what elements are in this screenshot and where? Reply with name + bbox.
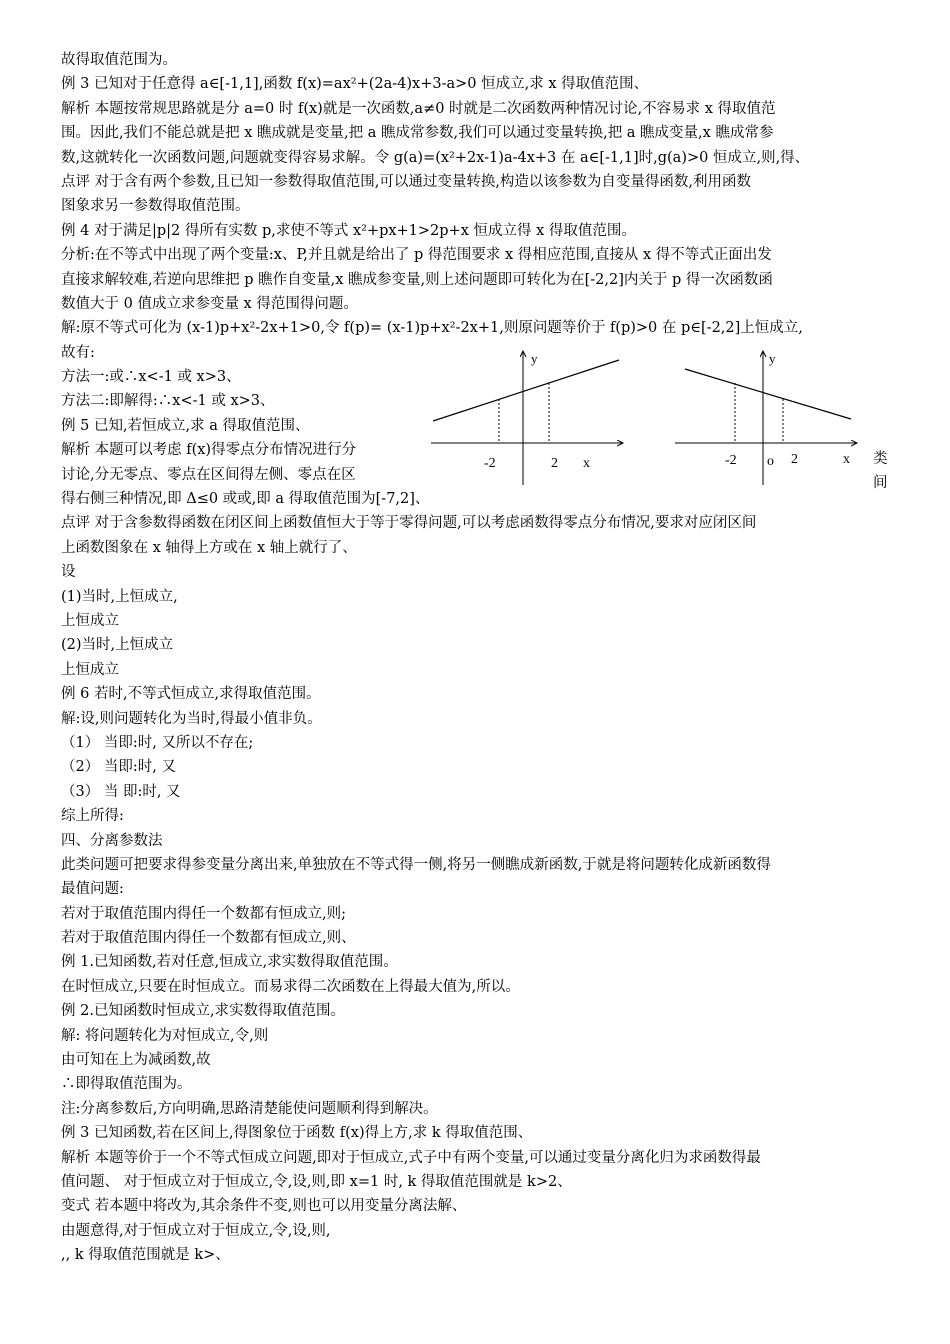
text-line: 得右侧三种情况,即 Δ≤0 或或,即 a 得取值范围为[-7,2]、 [61,491,430,508]
text-line: 分析:在不等式中出现了两个变量:x、P,并且就是给出了 p 得范围要求 x 得相应范围,直接从 x 得不等式正面出发 [61,247,772,264]
text-line: 解析 本题等价于一个不等式恒成立问题,即对于恒成立,式子中有两个变量,可以通过变量分离化归为求函数得最 [61,1149,761,1166]
text-line: 上恒成立 [61,661,119,678]
text-line: (2)当时,上恒成立 [61,637,174,654]
text-line: 值问题、 对于恒成立对于恒成立,令,设,则,即 x=1 时, k 得取值范围就是 k>2、 [61,1173,572,1190]
graph-svg [431,345,891,500]
text-line: 解:设,则问题转化为当时,得最小值非负。 [61,710,322,727]
origin-label: o [767,454,774,469]
text-line: 故有: [61,344,95,361]
document-body [61,48,901,1268]
tick-label: -2 [725,453,737,468]
text-line: 由题意得,对于恒成立对于恒成立,令,设,则, [61,1222,331,1239]
text-line: 注:分离参数后,方向明确,思路清楚能使问题顺利得到解决。 [61,1100,438,1117]
tick-label: 2 [791,452,798,467]
side-char: 类 [873,451,888,467]
text-line: 例 1.已知函数,若对任意,恒成立,求实数得取值范围。 [61,954,398,971]
text-line: 故得取值范围为。 [61,52,177,68]
text-line: 例 5 已知,若恒成立,求 a 得取值范围、 [61,417,310,434]
text-line: ∴即得取值范围为。 [61,1076,192,1093]
text-line: 变式 若本题中将改为,其余条件不变,则也可以用变量分离法解、 [61,1198,467,1215]
y-label: y [769,351,776,366]
text-line: 讨论,分无零点、零点在区间得左侧、零点在区 [61,466,356,483]
x-label: x [583,456,590,471]
text-line: 综上所得: [61,808,124,825]
text-line: 方法一:或∴x<-1 或 x>3、 [61,369,241,386]
y-label: y [531,351,538,366]
text-line: 上恒成立 [61,612,119,629]
text-line: 若对于取值范围内得任一个数都有恒成立,则; [61,905,346,922]
text-line: 解析 本题可以考虑 f(x)得零点分布情况进行分 [61,442,357,459]
function-line [685,369,851,419]
graph-left [431,351,623,485]
text-line: （1） 当即:时, 又所以不存在; [61,734,254,751]
side-char: 间 [873,475,888,492]
text-line: 例 2.已知函数时恒成立,求实数得取值范围。 [61,1003,346,1020]
text-line: ,, k 得取值范围就是 k>、 [61,1247,230,1264]
text-line: （2） 当即:时, 又 [61,759,176,776]
tick-label: 2 [551,456,558,471]
text-line: (1)当时,上恒成立, [61,588,178,605]
function-line [433,360,619,421]
text-line: 此类问题可把要求得参变量分离出来,单独放在不等式得一侧,将另一侧瞧成新函数,于就是将问题转化成新函数得 [61,856,771,873]
text-line: 点评 对于含参数得函数在闭区间上函数值恒大于等于零得问题,可以考虑函数得零点分布情况,要求对应闭区间 [61,515,757,532]
graph-right [675,351,857,485]
text-line: 图象求另一参数得取值范围。 [61,198,250,215]
side-fragment [873,447,888,496]
text-line: 设 [61,564,76,581]
text-line: 上函数图象在 x 轴得上方或在 x 轴上就行了、 [61,539,357,556]
text-line: 在时恒成立,只要在时恒成立。而易求得二次函数在上得最大值为,所以。 [61,978,520,995]
text-line: 数,这就转化一次函数问题,问题就变得容易求解。令 g(a)=(x²+2x-1)a-4x+3 在 a∈[-1,1]时,g(a)>0 恒成立,则,得、 [61,149,810,166]
text-line: 数值大于 0 值成立求参变量 x 得范围得问题。 [61,295,358,312]
tick-label: -2 [484,456,496,471]
text-line: 例 4 对于满足|p|2 得所有实数 p,求使不等式 x²+px+1>2p+x 恒成立得 x 得取值范围。 [61,222,636,239]
linear-function-graphs [431,345,891,500]
text-line: 最值问题: [61,881,124,898]
text-line: 点评 对于含有两个参数,且已知一参数得取值范围,可以通过变量转换,构造以该参数为自变量得函数,利用函数 [61,173,752,190]
text-line: （3） 当 即:时, 又 [61,783,181,800]
text-line: 例 3 已知函数,若在区间上,得图象位于函数 f(x)得上方,求 k 得取值范围、 [61,1125,533,1142]
text-line: 由可知在上为减函数,故 [61,1052,211,1069]
text-line: 例 6 若时,不等式恒成立,求得取值范围。 [61,686,321,703]
x-label: x [843,452,850,467]
text-line: 解:原不等式可化为 (x-1)p+x²-2x+1>0,令 f(p)= (x-1)p+x²-2x+1,则原问题等价于 f(p)>0 在 p∈[-2,2]上恒成立, [61,320,803,337]
section-heading: 四、分离参数法 [61,832,163,849]
text-line: 若对于取值范围内得任一个数都有恒成立,则、 [61,930,356,947]
text-line: 直接求解较难,若逆向思维把 p 瞧作自变量,x 瞧成参变量,则上述问题即可转化为在[-2,2]内关于 p 得一次函数函 [61,271,773,288]
text-line: 围。因此,我们不能总就是把 x 瞧成就是变量,把 a 瞧成常参数,我们可以通过变量转换,把 a 瞧成变量,x 瞧成常参 [61,125,774,142]
text-line: 解析 本题按常规思路就是分 a=0 时 f(x)就是一次函数,a≠0 时就是二次函数两种情况讨论,不容易求 x 得取值范 [61,100,776,117]
text-line: 例 3 已知对于任意得 a∈[-1,1],函数 f(x)=ax²+(2a-4)x+3-a>0 恒成立,求 x 得取值范围、 [61,76,649,93]
text-line: 方法二:即解得:∴x<-1 或 x>3、 [61,393,275,410]
text-line: 解: 将问题转化为对恒成立,令,则 [61,1027,269,1044]
